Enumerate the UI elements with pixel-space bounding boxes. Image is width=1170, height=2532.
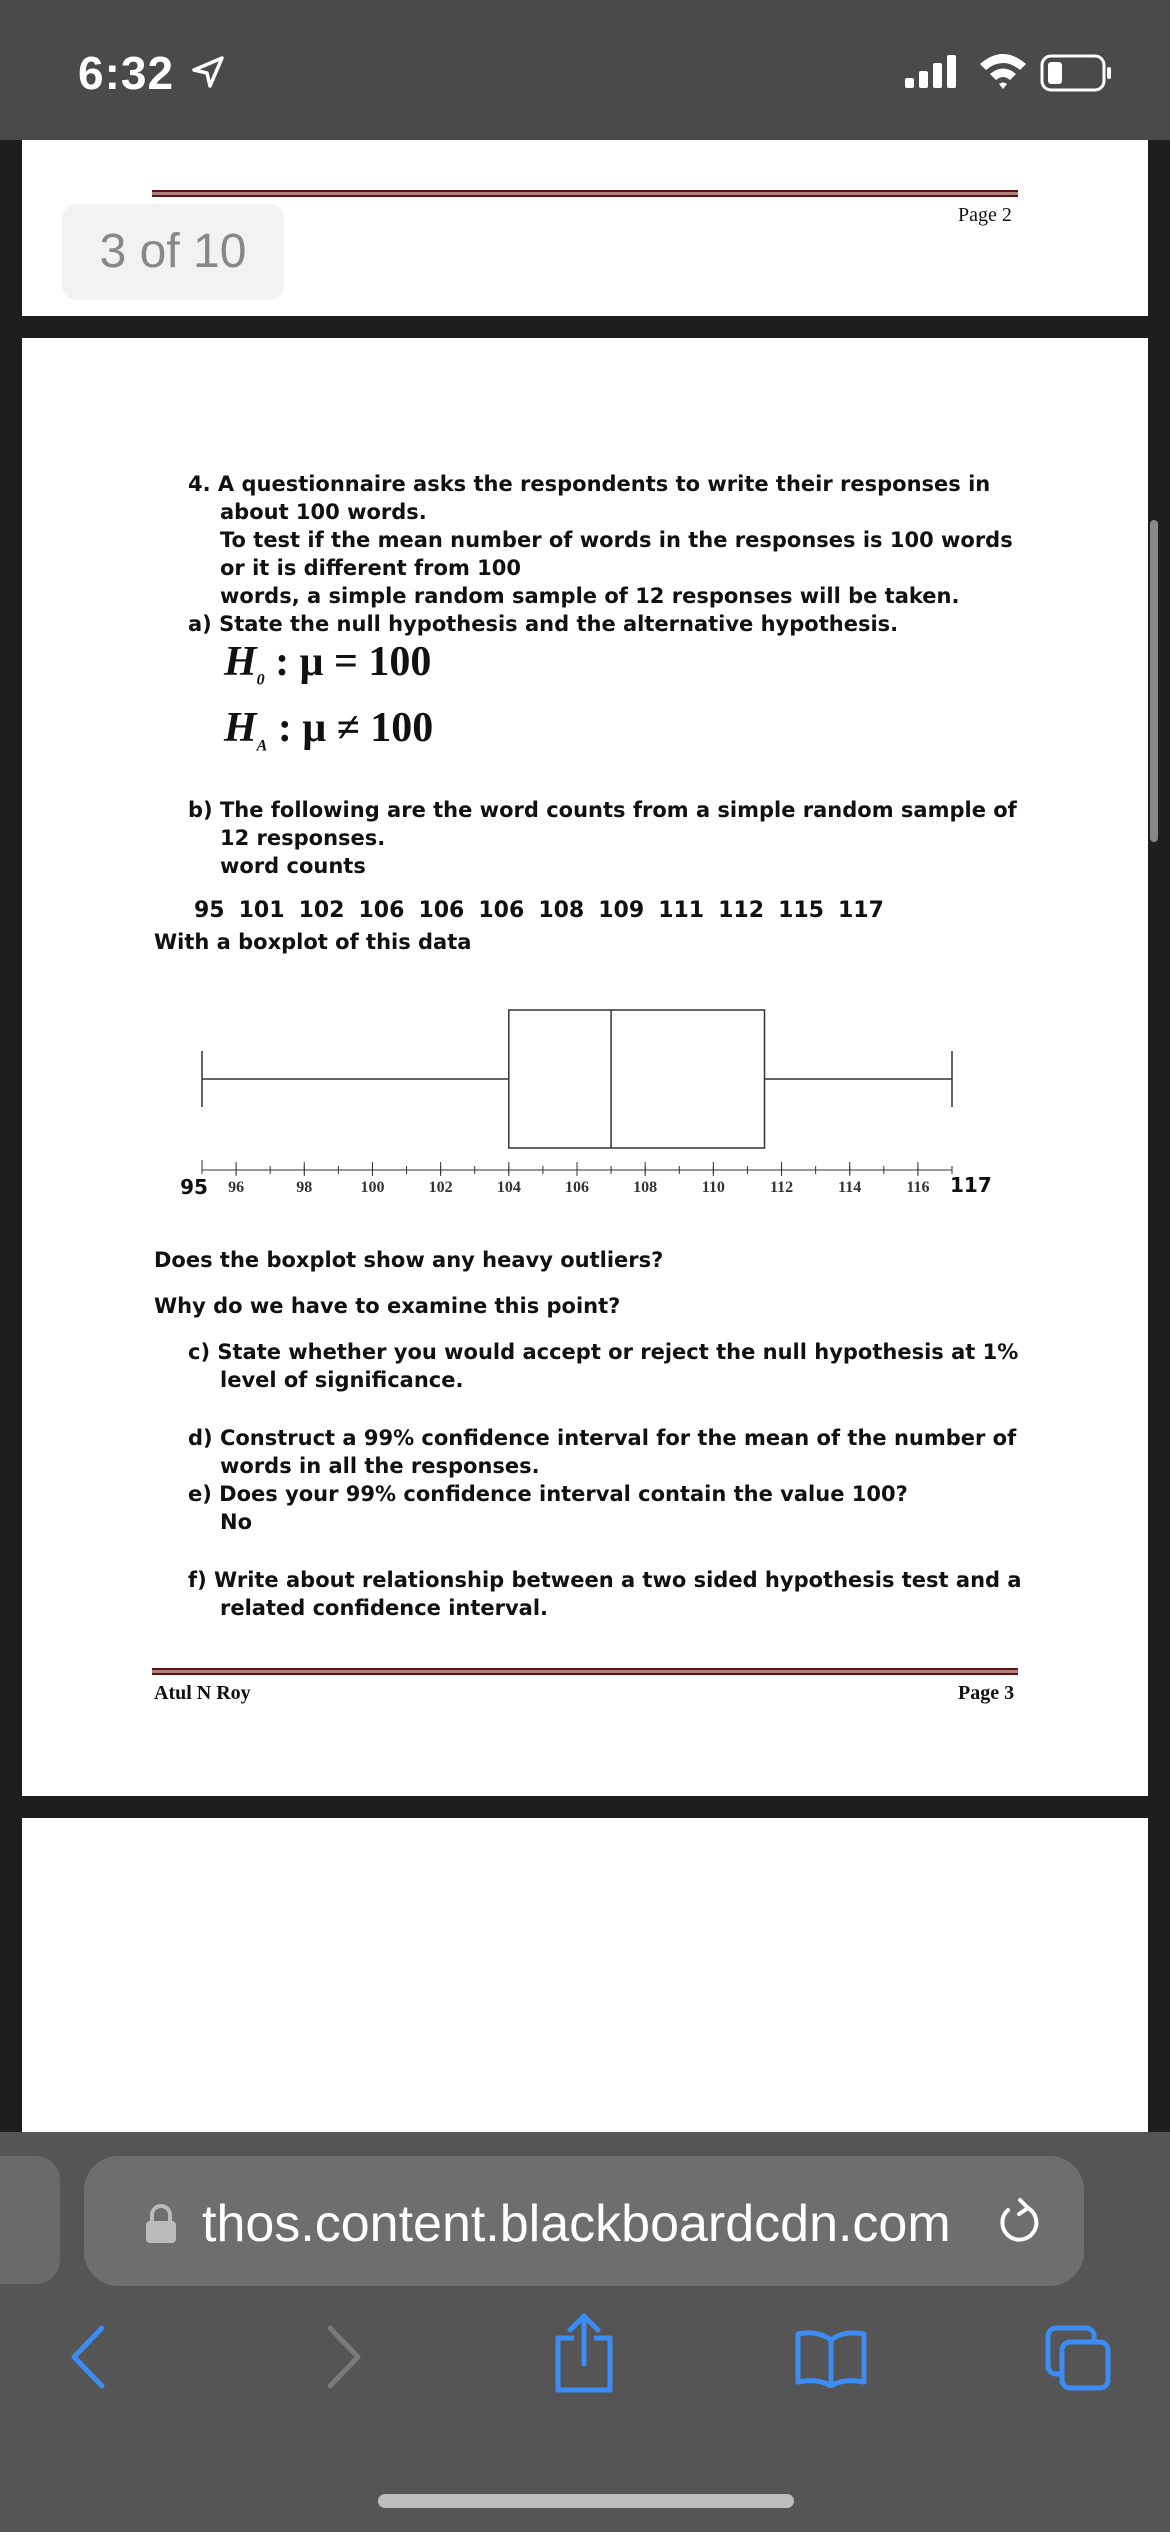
qb-line: word counts (220, 854, 366, 878)
null-hypothesis: $H_0$ : μ = 100 (224, 639, 432, 689)
author: Atul N Roy (154, 1682, 251, 1704)
reload-icon[interactable] (994, 2196, 1044, 2250)
word-count-value: 112 (718, 898, 765, 923)
min-label: 95 (180, 1175, 208, 1199)
x-axis-tick-label: 96 (228, 1179, 245, 1196)
page-number: Page 2 (958, 204, 1012, 226)
qb-line: 12 responses. (220, 826, 386, 850)
clock: 6:32 (78, 47, 175, 99)
share-icon[interactable] (552, 2312, 616, 2394)
location-arrow-icon (190, 54, 226, 90)
q4-line: 4. A questionnaire asks the respondents to write their responses in (188, 472, 991, 496)
x-axis-tick-label: 104 (496, 1179, 521, 1196)
word-count-value: 101 (238, 898, 285, 923)
previous-tab-peek[interactable] (0, 2156, 60, 2284)
qd-line: words in all the responses. (220, 1454, 540, 1478)
status-bar (0, 0, 1170, 140)
x-axis-tick-label: 114 (838, 1179, 862, 1196)
q4-line: To test if the mean number of words in the responses is 100 words (220, 528, 1013, 552)
x-axis-tick-label: 100 (360, 1179, 385, 1196)
qd-line: d) Construct a 99% confidence interval for the mean of the number of (188, 1426, 1017, 1450)
qc-line: level of significance. (220, 1368, 464, 1392)
qf-line: related confidence interval. (220, 1596, 549, 1620)
boxplot (22, 988, 1148, 1208)
header-rule (152, 190, 1018, 197)
qb-line: b) The following are the word counts from a simple random sample of (188, 798, 1017, 822)
word-count-values (194, 898, 898, 923)
page-counter: 3 of 10 (62, 204, 284, 300)
wifi-icon (978, 52, 1028, 90)
address-bar[interactable] (84, 2156, 1084, 2286)
x-axis-tick-label: 108 (633, 1179, 658, 1196)
word-count-value: 102 (298, 898, 345, 923)
qe-answer: No (220, 1510, 253, 1534)
q4a-line: a) State the null hypothesis and the alternative hypothesis. (188, 612, 899, 636)
lock-icon (144, 2204, 178, 2244)
word-count-value: 109 (598, 898, 645, 923)
x-axis-tick-label: 112 (769, 1179, 794, 1196)
boxplot-caption: With a boxplot of this data (154, 930, 472, 954)
bookmarks-icon[interactable] (794, 2328, 868, 2388)
x-axis-tick-label: 98 (296, 1179, 313, 1196)
q4-line: words, a simple random sample of 12 responses will be taken. (220, 584, 960, 608)
q4-line: about 100 words. (220, 500, 427, 524)
word-count-value: 115 (778, 898, 824, 923)
word-count-value: 117 (838, 898, 884, 923)
pdf-page-4 (22, 1818, 1148, 2138)
qe-line: e) Does your 99% confidence interval contain the value 100? (188, 1482, 908, 1506)
x-axis-tick-label: 110 (701, 1179, 725, 1196)
forward-icon[interactable] (318, 2322, 368, 2392)
alternative-hypothesis: $H_A$ : μ ≠ 100 (224, 705, 434, 755)
page-number: Page 3 (958, 1682, 1015, 1704)
scroll-indicator[interactable] (1150, 520, 1158, 842)
battery-icon (1040, 54, 1114, 92)
home-indicator[interactable] (378, 2494, 794, 2508)
qf-line: f) Write about relationship between a two sided hypothesis test and a (188, 1568, 1022, 1592)
x-axis-tick-label: 106 (565, 1179, 589, 1196)
x-axis-tick-label: 116 (906, 1179, 930, 1196)
word-count-value: 106 (358, 898, 405, 923)
word-count-value: 111 (658, 898, 705, 923)
browser-toolbar (0, 2132, 1170, 2532)
url-text[interactable]: thos.content.blackboardcdn.com (202, 2195, 951, 2253)
word-count-value: 108 (538, 898, 585, 923)
x-axis-ticks (202, 1160, 952, 1196)
x-axis-tick-label: 102 (428, 1179, 453, 1196)
word-count-value: 106 (418, 898, 465, 923)
back-icon[interactable] (64, 2322, 114, 2392)
interquartile-box (509, 1010, 765, 1148)
tabs-icon[interactable] (1044, 2324, 1114, 2394)
max-label: 117 (950, 1173, 992, 1197)
cellular-signal-icon (905, 54, 965, 90)
qc-line: c) State whether you would accept or reject the null hypothesis at 1% (188, 1340, 1019, 1364)
outlier-question: Does the boxplot show any heavy outliers? (154, 1248, 664, 1272)
word-count-value: 95 (194, 898, 225, 923)
pdf-page-3 (22, 338, 1148, 1796)
why-question: Why do we have to examine this point? (154, 1294, 621, 1318)
word-count-value: 106 (478, 898, 525, 923)
footer-rule (152, 1668, 1018, 1675)
q4-line: or it is different from 100 (220, 556, 521, 580)
